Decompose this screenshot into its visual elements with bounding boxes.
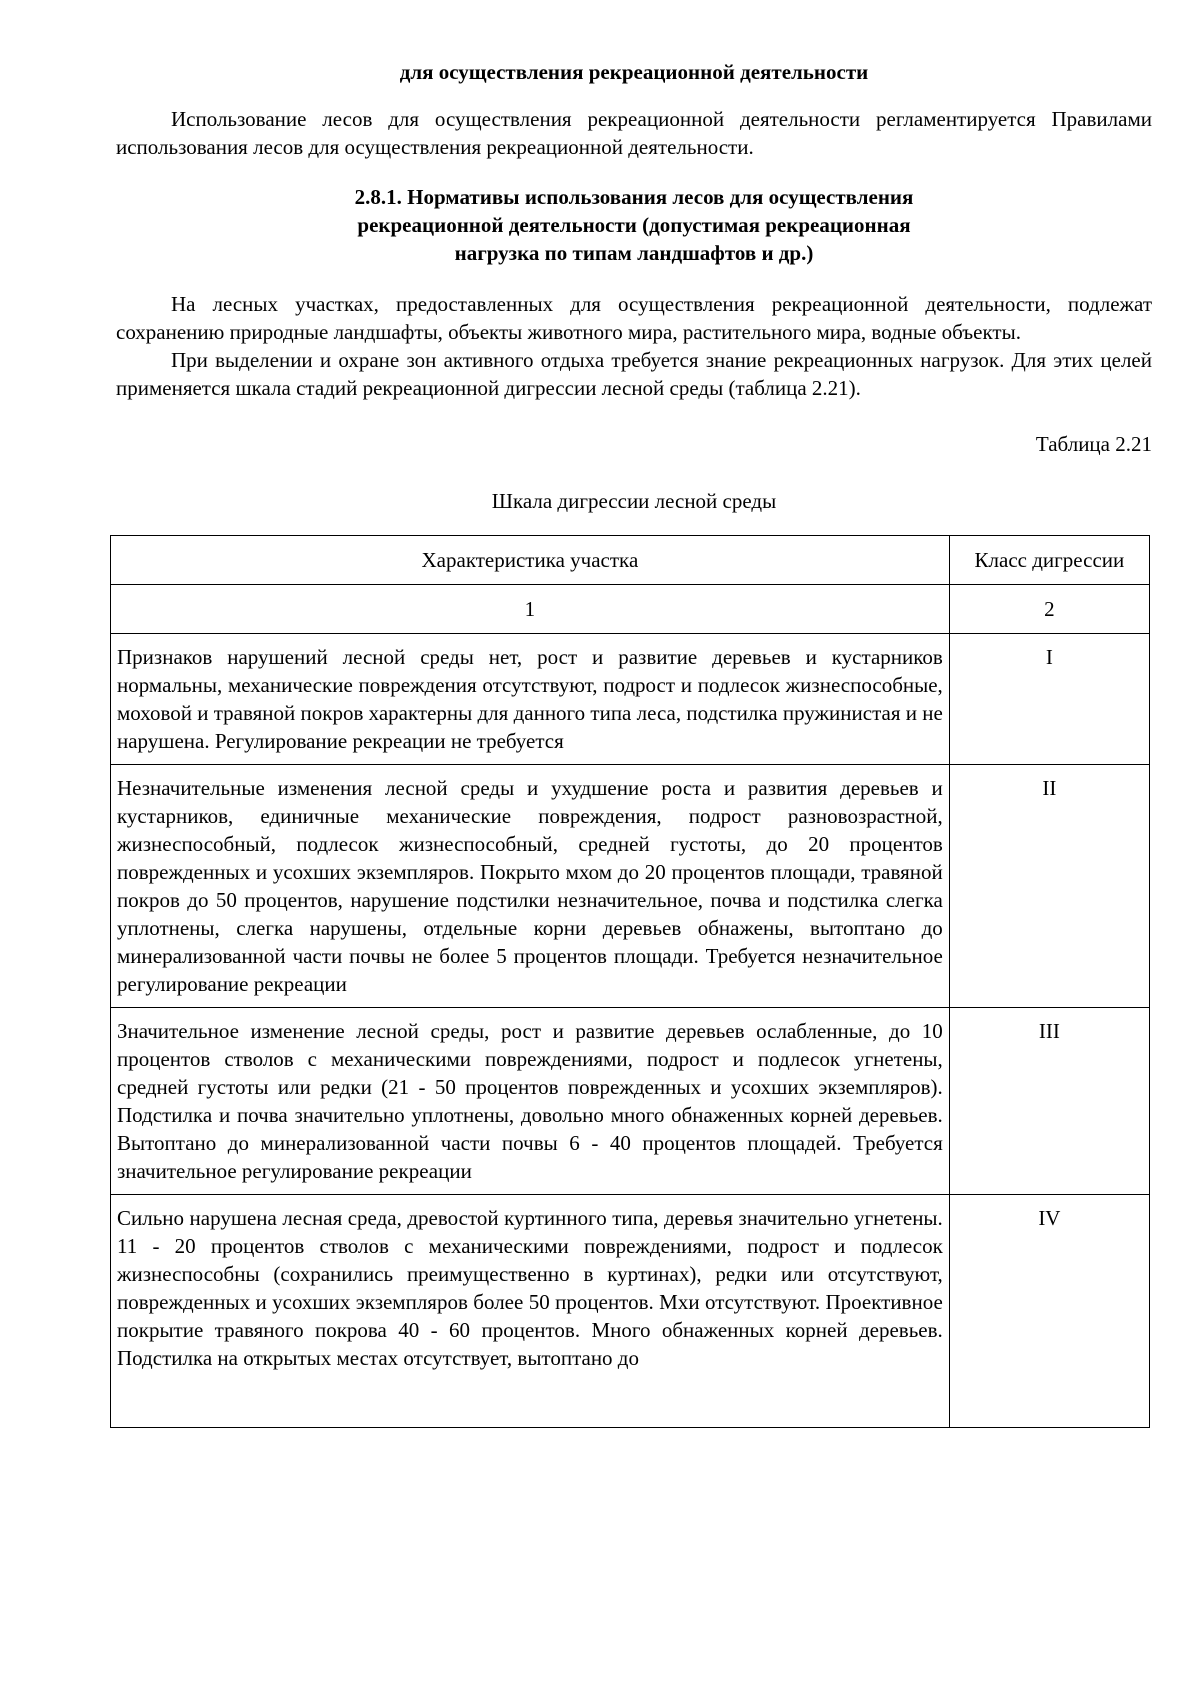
row-class: I bbox=[949, 634, 1149, 765]
section-heading-line-3: нагрузка по типам ландшафтов и др.) bbox=[454, 241, 814, 265]
section-heading bbox=[116, 183, 1152, 267]
section-heading-line-1: 2.8.1. Нормативы использования лесов для осуществления bbox=[354, 185, 914, 209]
document-page bbox=[116, 58, 1152, 1428]
table-row bbox=[111, 1008, 1150, 1195]
section-heading-line-2: рекреационной деятельности (допустимая рекреационная bbox=[357, 213, 911, 237]
table-row bbox=[111, 634, 1150, 765]
column-number-1: 1 bbox=[111, 585, 950, 634]
paragraph-landscapes: На лесных участках, предоставленных для осуществления рекреационной деятельности, подлежат сохранению природные ландшафты, объекты животного мира, растительного мира, водные объекты. bbox=[116, 292, 1152, 344]
table-title: Шкала дигрессии лесной среды bbox=[491, 489, 777, 513]
table-row bbox=[111, 765, 1150, 1008]
header-characteristic: Характеристика участка bbox=[111, 536, 950, 585]
intro-paragraph: Использование лесов для осуществления рекреационной деятельности регламентируется Правилами использования лесов для осуществления рекреационной деятельности. bbox=[116, 107, 1152, 159]
column-number-row bbox=[111, 585, 1150, 634]
table-row bbox=[111, 1195, 1150, 1428]
digression-table bbox=[110, 535, 1150, 1428]
heading-top: для осуществления рекреационной деятельности bbox=[399, 60, 869, 84]
row-class: III bbox=[949, 1008, 1149, 1195]
row-description: Незначительные изменения лесной среды и ухудшение роста и развития деревьев и кустарников, единичные механические повреждения, подрост разновозрастной, жизнеспособный, подлесок жизнеспособный, средней густоты, до 20 процентов поврежденных и усохших экземпляров. Покрыто мхом до 20 процентов площади, травяной покров до 50 процентов, нарушение подстилки незначительное, почва и подстилка слегка уплотнены, слегка нарушены, отдельные корни деревьев обнажены, вытоптано до минерализованной части почвы не более 5 процентов площади. Требуется незначительное регулирование рекреации bbox=[111, 765, 950, 1008]
row-class: II bbox=[949, 765, 1149, 1008]
header-digression-class: Класс дигрессии bbox=[949, 536, 1149, 585]
row-description: Сильно нарушена лесная среда, древостой куртинного типа, деревья значительно угнетены. 11 - 20 процентов стволов с механическими повреждениями, подрост и подлесок жизнеспособны (сохранились преимущественно в куртинах), редки или отсутствуют, поврежденных и усохших экземпляров более 50 процентов. Мхи отсутствуют. Проективное покрытие травяного покрова 40 - 60 процентов. Много обнаженных корней деревьев. Подстилка на открытых местах отсутствует, вытоптано до bbox=[111, 1195, 950, 1428]
row-class: IV bbox=[949, 1195, 1149, 1428]
paragraph-recreation-loads: При выделении и охране зон активного отдыха требуется знание рекреационных нагрузок. Для этих целей применяется шкала стадий рекреационной дигрессии лесной среды (таблица 2.21). bbox=[116, 348, 1152, 400]
table-header-row bbox=[111, 536, 1150, 585]
row-description: Признаков нарушений лесной среды нет, рост и развитие деревьев и кустарников нормальны, механические повреждения отсутствуют, подрост и подлесок жизнеспособные, моховой и травяной покров характерны для данного типа леса, подстилка пружинистая и не нарушена. Регулирование рекреации не требуется bbox=[111, 634, 950, 765]
column-number-2: 2 bbox=[949, 585, 1149, 634]
table-label: Таблица 2.21 bbox=[1035, 432, 1152, 456]
row-description: Значительное изменение лесной среды, рост и развитие деревьев ослабленные, до 10 процентов стволов с механическими повреждениями, подрост и подлесок угнетены, средней густоты или редки (21 - 50 процентов поврежденных и усохших экземпляров). Подстилка и почва значительно уплотнены, довольно много обнаженных корней деревьев. Вытоптано до минерализованной части почвы 6 - 40 процентов площадей. Требуется значительное регулирование рекреации bbox=[111, 1008, 950, 1195]
